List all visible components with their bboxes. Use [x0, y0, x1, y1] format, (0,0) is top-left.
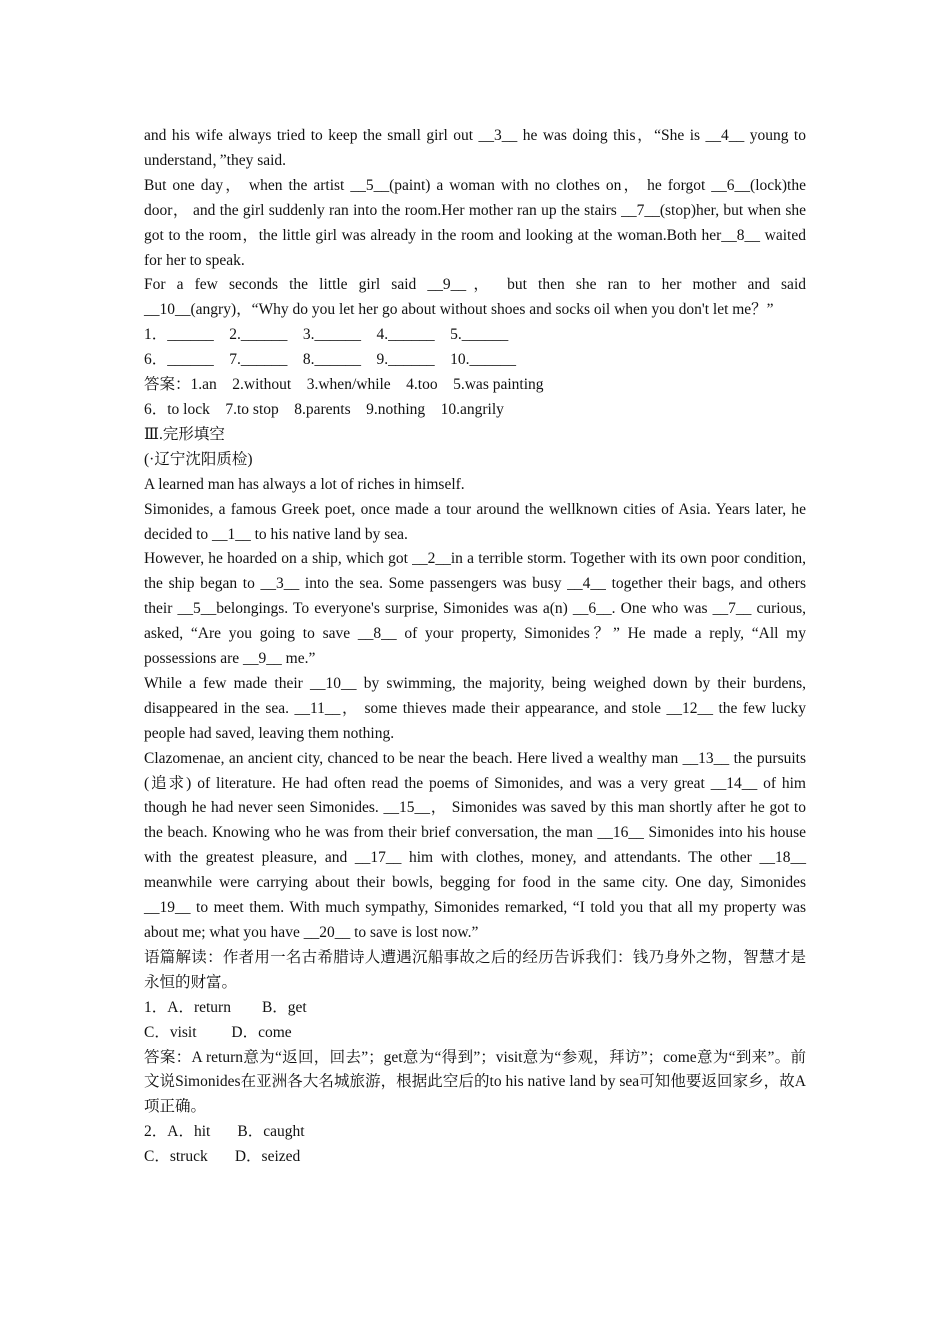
passage-paragraph: and his wife always tried to keep the small girl out __3__ he was doing this，“She is __4__ young to understand，”they said.: [144, 127, 806, 169]
question-2-options: 2．A．hit B．caught: [144, 1123, 305, 1141]
passage-paragraph: However, he hoarded on a ship, which got __2__in a terrible storm. Together with its own poor condition, the ship began to __3__ into the sea. Some passengers was busy __4__ together their bags, and others their __5__belongings. To everyone's surprise, Simonides was a(n) __6__. One who was __7__ curious, asked, “Are you going to save __8__ of your property, Simonides？” He made a reply, “All my possessions are __9__ me.”: [144, 550, 806, 668]
blank-row: 6．______ 7.______ 8.______ 9.______ 10.______: [144, 351, 517, 369]
blank-row: 1．______ 2.______ 3.______ 4.______ 5.______: [144, 326, 509, 344]
passage-paragraph: Clazomenae, an ancient city, chanced to be near the beach. Here lived a wealthy man __13__ the pursuits (追求) of literature. He had often read the poems of Simonides, and was a very great __14__ of him though he had never seen Simonides. __15__， Simonides was saved by this man shortly after he got to the beach. Knowing who he was from their brief conversation, the man __16__ Simonides into his house with the greatest pleasure, and __17__ him with clothes, money, and attendants. The other __18__ meanwhile were carrying about their bowls, begging for food in the same city. One day, Simonides __19__ to meet them. With much sympathy, Simonides remarked, “I told you that all my property was about me; what you have __20__ to save is lost now.”: [144, 749, 806, 941]
question-1-options: 1．A．return B．get: [144, 998, 307, 1016]
passage-interpretation: 语篇解读：作者用一名古希腊诗人遭遇沉船事故之后的经历告诉我们：钱乃身外之物，智慧才是永恒的财富。: [144, 948, 806, 991]
passage-paragraph: For a few seconds the little girl said __9__， but then she ran to her mother and said __10__(angry)，“Why do you let her go about without shoes and socks oil when you don't let me？”: [144, 276, 806, 319]
question-2-options: C．struck D．seized: [144, 1148, 301, 1166]
passage-paragraph: A learned man has always a lot of riches in himself.: [144, 475, 465, 493]
passage-paragraph: But one day， when the artist __5__(paint) a woman with no clothes on， he forgot __6__(lock)the door， and the girl suddenly ran into the room.Her mother ran up the stairs __7__(stop)her, but when she got to the room，the little girl was already in the room and looking at the woman.Both her__8__ waited for her to speak.: [144, 176, 806, 269]
question-1-answer: 答案：A return意为“返回，回去”；get意为“得到”；visit意为“参观，拜访”；come意为“到来”。前文说Simonides在亚洲各大名城旅游，根据此空后的to his native land by sea可知他要返回家乡，故A项正确。: [144, 1048, 806, 1116]
answer-row: 答案：1.an 2.without 3.when/while 4.too 5.was painting: [144, 376, 544, 394]
passage-paragraph: Simonides, a famous Greek poet, once made a tour around the wellknown cities of Asia. Years later, he decided to __1__ to his native land by sea.: [144, 500, 806, 543]
question-1-options: C．visit D．come: [144, 1023, 292, 1041]
section-heading: Ⅲ.完形填空: [144, 425, 225, 443]
document-page: [144, 124, 806, 1170]
section-source: (·辽宁沈阳质检): [144, 450, 253, 468]
passage-paragraph: While a few made their __10__ by swimming, the majority, being weighed down by their burdens, disappeared in the sea. __11__， some thieves made their appearance, and stole __12__ the few lucky people had saved, leaving them nothing.: [144, 674, 806, 742]
answer-row: 6．to lock 7.to stop 8.parents 9.nothing 10.angrily: [144, 400, 504, 418]
